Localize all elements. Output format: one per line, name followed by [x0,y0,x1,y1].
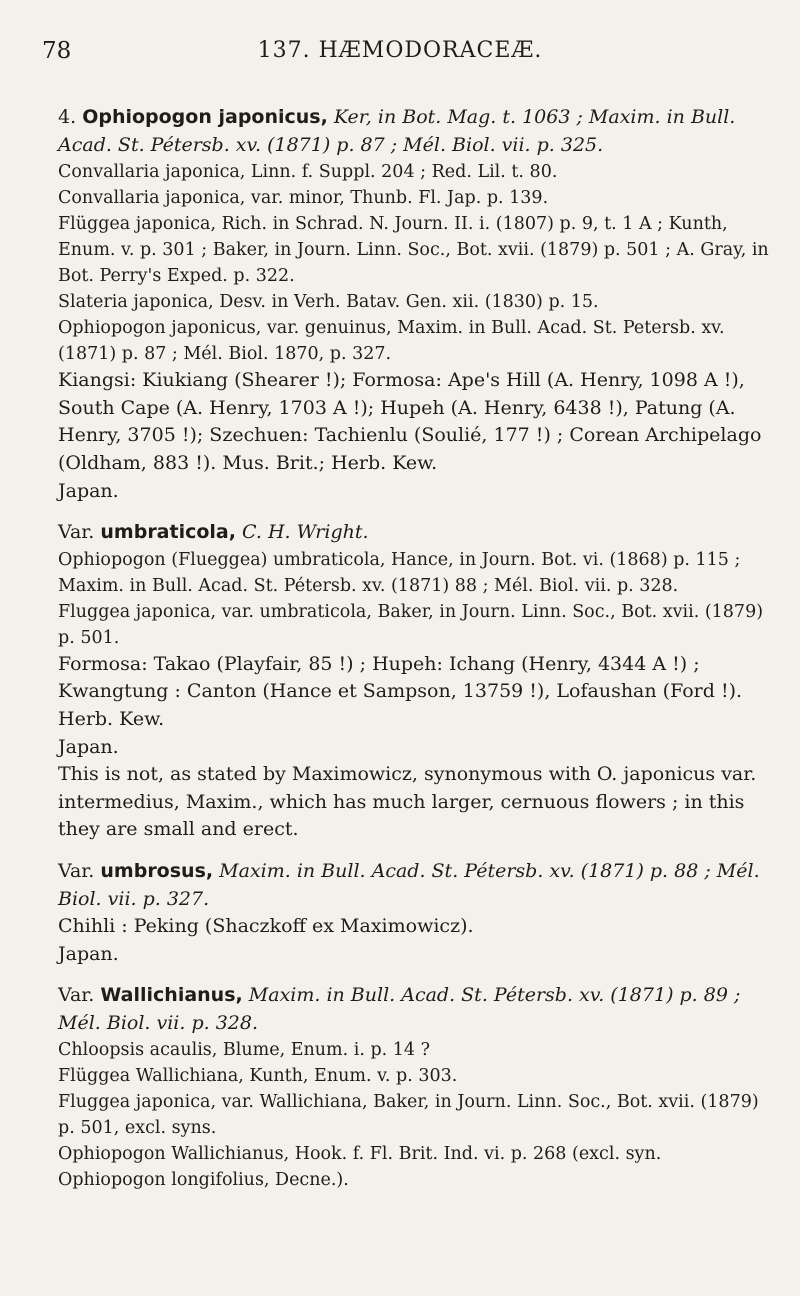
distribution: Japan. [58,942,119,965]
entry-number: Var. [58,859,95,882]
synonym-line: Ophiopogon japonicus, var. genuinus, Maxim. in Bull. Acad. St. Petersb. xv. (1871) p. 87 ; Mél. Biol. 1870, p. 327. [58,318,725,365]
entry-main-line [58,982,770,1037]
synonym-line: Ophiopogon (Flueggea) umbraticola, Hance, in Journ. Bot. vi. (1868) p. 115 ; Maxim. in Bull. Acad. St. Pétersb. xv. (1871) 88 ; Mél. Biol. vii. p. 328. [58,549,741,596]
taxon-name: Ophiopogon japonicus, [82,106,328,128]
synonym-line: Fluggea japonica, var. Wallichiana, Baker, in Journ. Linn. Soc., Bot. xvii. (1879) p. 501, excl. syns. [58,1092,759,1139]
entry-var-wallichianus [58,982,770,1193]
synonym-line: Flüggea Wallichiana, Kunth, Enum. v. p. 303. [58,1066,458,1087]
synonym-line: Convallaria japonica, Linn. f. Suppl. 204 ; Red. Lil. t. 80. [58,162,558,183]
localities: Chihli : Peking (Shaczkoff ex Maximowicz). [58,915,474,938]
running-title: 137. HÆMODORACEÆ. [257,38,543,63]
synonym-line: Fluggea japonica, var. umbraticola, Baker, in Journ. Linn. Soc., Bot. xvii. (1879) p. 501. [58,601,764,648]
synonym-line: Chloopsis acaulis, Blume, Enum. i. p. 14 ? [58,1040,430,1061]
main-citation: Maxim. in Bull. Acad. St. Pétersb. xv. (1871) p. 88 ; Mél. Biol. vii. p. 327. [58,859,760,910]
entry-number: Var. [58,984,95,1007]
main-citation: C. H. Wright. [242,521,369,544]
entry-main-line [58,519,770,547]
taxon-name: Wallichianus, [100,984,243,1007]
synonym-line: Convallaria japonica, var. minor, Thunb. Fl. Jap. p. 139. [58,188,549,209]
taxon-name: umbrosus, [100,859,214,882]
entry-var-umbraticola [58,519,770,844]
entry-main-line [58,858,770,913]
note: This is not, as stated by Maximowicz, synonymous with O. japonicus var. intermedius, Maxim., which has much larger, cernuous flowers ; in this they are small and erect. [58,763,757,841]
main-citation: Ker, in Bot. Mag. t. 1063 ; Maxim. in Bull. Acad. St. Pétersb. xv. (1871) p. 87 ; Mél. Biol. vii. p. 325. [58,106,736,156]
taxon-name: umbraticola, [100,521,236,544]
synonym-line: Slateria japonica, Desv. in Verh. Batav. Gen. xii. (1830) p. 15. [58,292,599,313]
distribution: Japan. [58,735,119,758]
entry-var-umbrosus [58,858,770,968]
main-citation: Maxim. in Bull. Acad. St. Pétersb. xv. (1871) p. 89 ; Mél. Biol. vii. p. 328. [58,984,741,1034]
distribution: Japan. [58,479,119,502]
localities: Kiangsi: Kiukiang (Shearer !); Formosa: Ape's Hill (A. Henry, 1098 A !), South Cape (A. Henry, 1703 A !); Hupeh (A. Henry, 6438 !), Patung (A. Henry, 3705 !); Szechuen: Tachienlu (Soulié, 177 !) ; Corean Archipelago (Oldham, 883 !). Mus. Brit.; Herb. Kew. [58,369,762,474]
page-number: 78 [42,38,72,64]
localities: Formosa: Takao (Playfair, 85 !) ; Hupeh: Ichang (Henry, 4344 A !) ; Kwangtung : Canton (Hance et Sampson, 13759 !), Lofaushan (Ford !). Herb. Kew. [58,652,743,730]
entry-number: Var. [58,521,95,544]
synonym-line: Flüggea japonica, Rich. in Schrad. N. Journ. II. i. (1807) p. 9, t. 1 A ; Kunth, Enum. v. p. 301 ; Baker, in Journ. Linn. Soc., Bot. xvii. (1879) p. 501 ; A. Gray, in Bot. Perry's Exped. p. 322. [58,214,769,287]
entry-ophiopogon-japonicus [58,104,770,505]
entry-number: 4. [58,106,77,128]
running-head [42,38,758,78]
body-text [58,104,770,1207]
entry-main-line [58,104,770,159]
synonym-line: Ophiopogon Wallichianus, Hook. f. Fl. Brit. Ind. vi. p. 268 (excl. syn. Ophiopogon longifolius, Decne.). [58,1144,662,1191]
